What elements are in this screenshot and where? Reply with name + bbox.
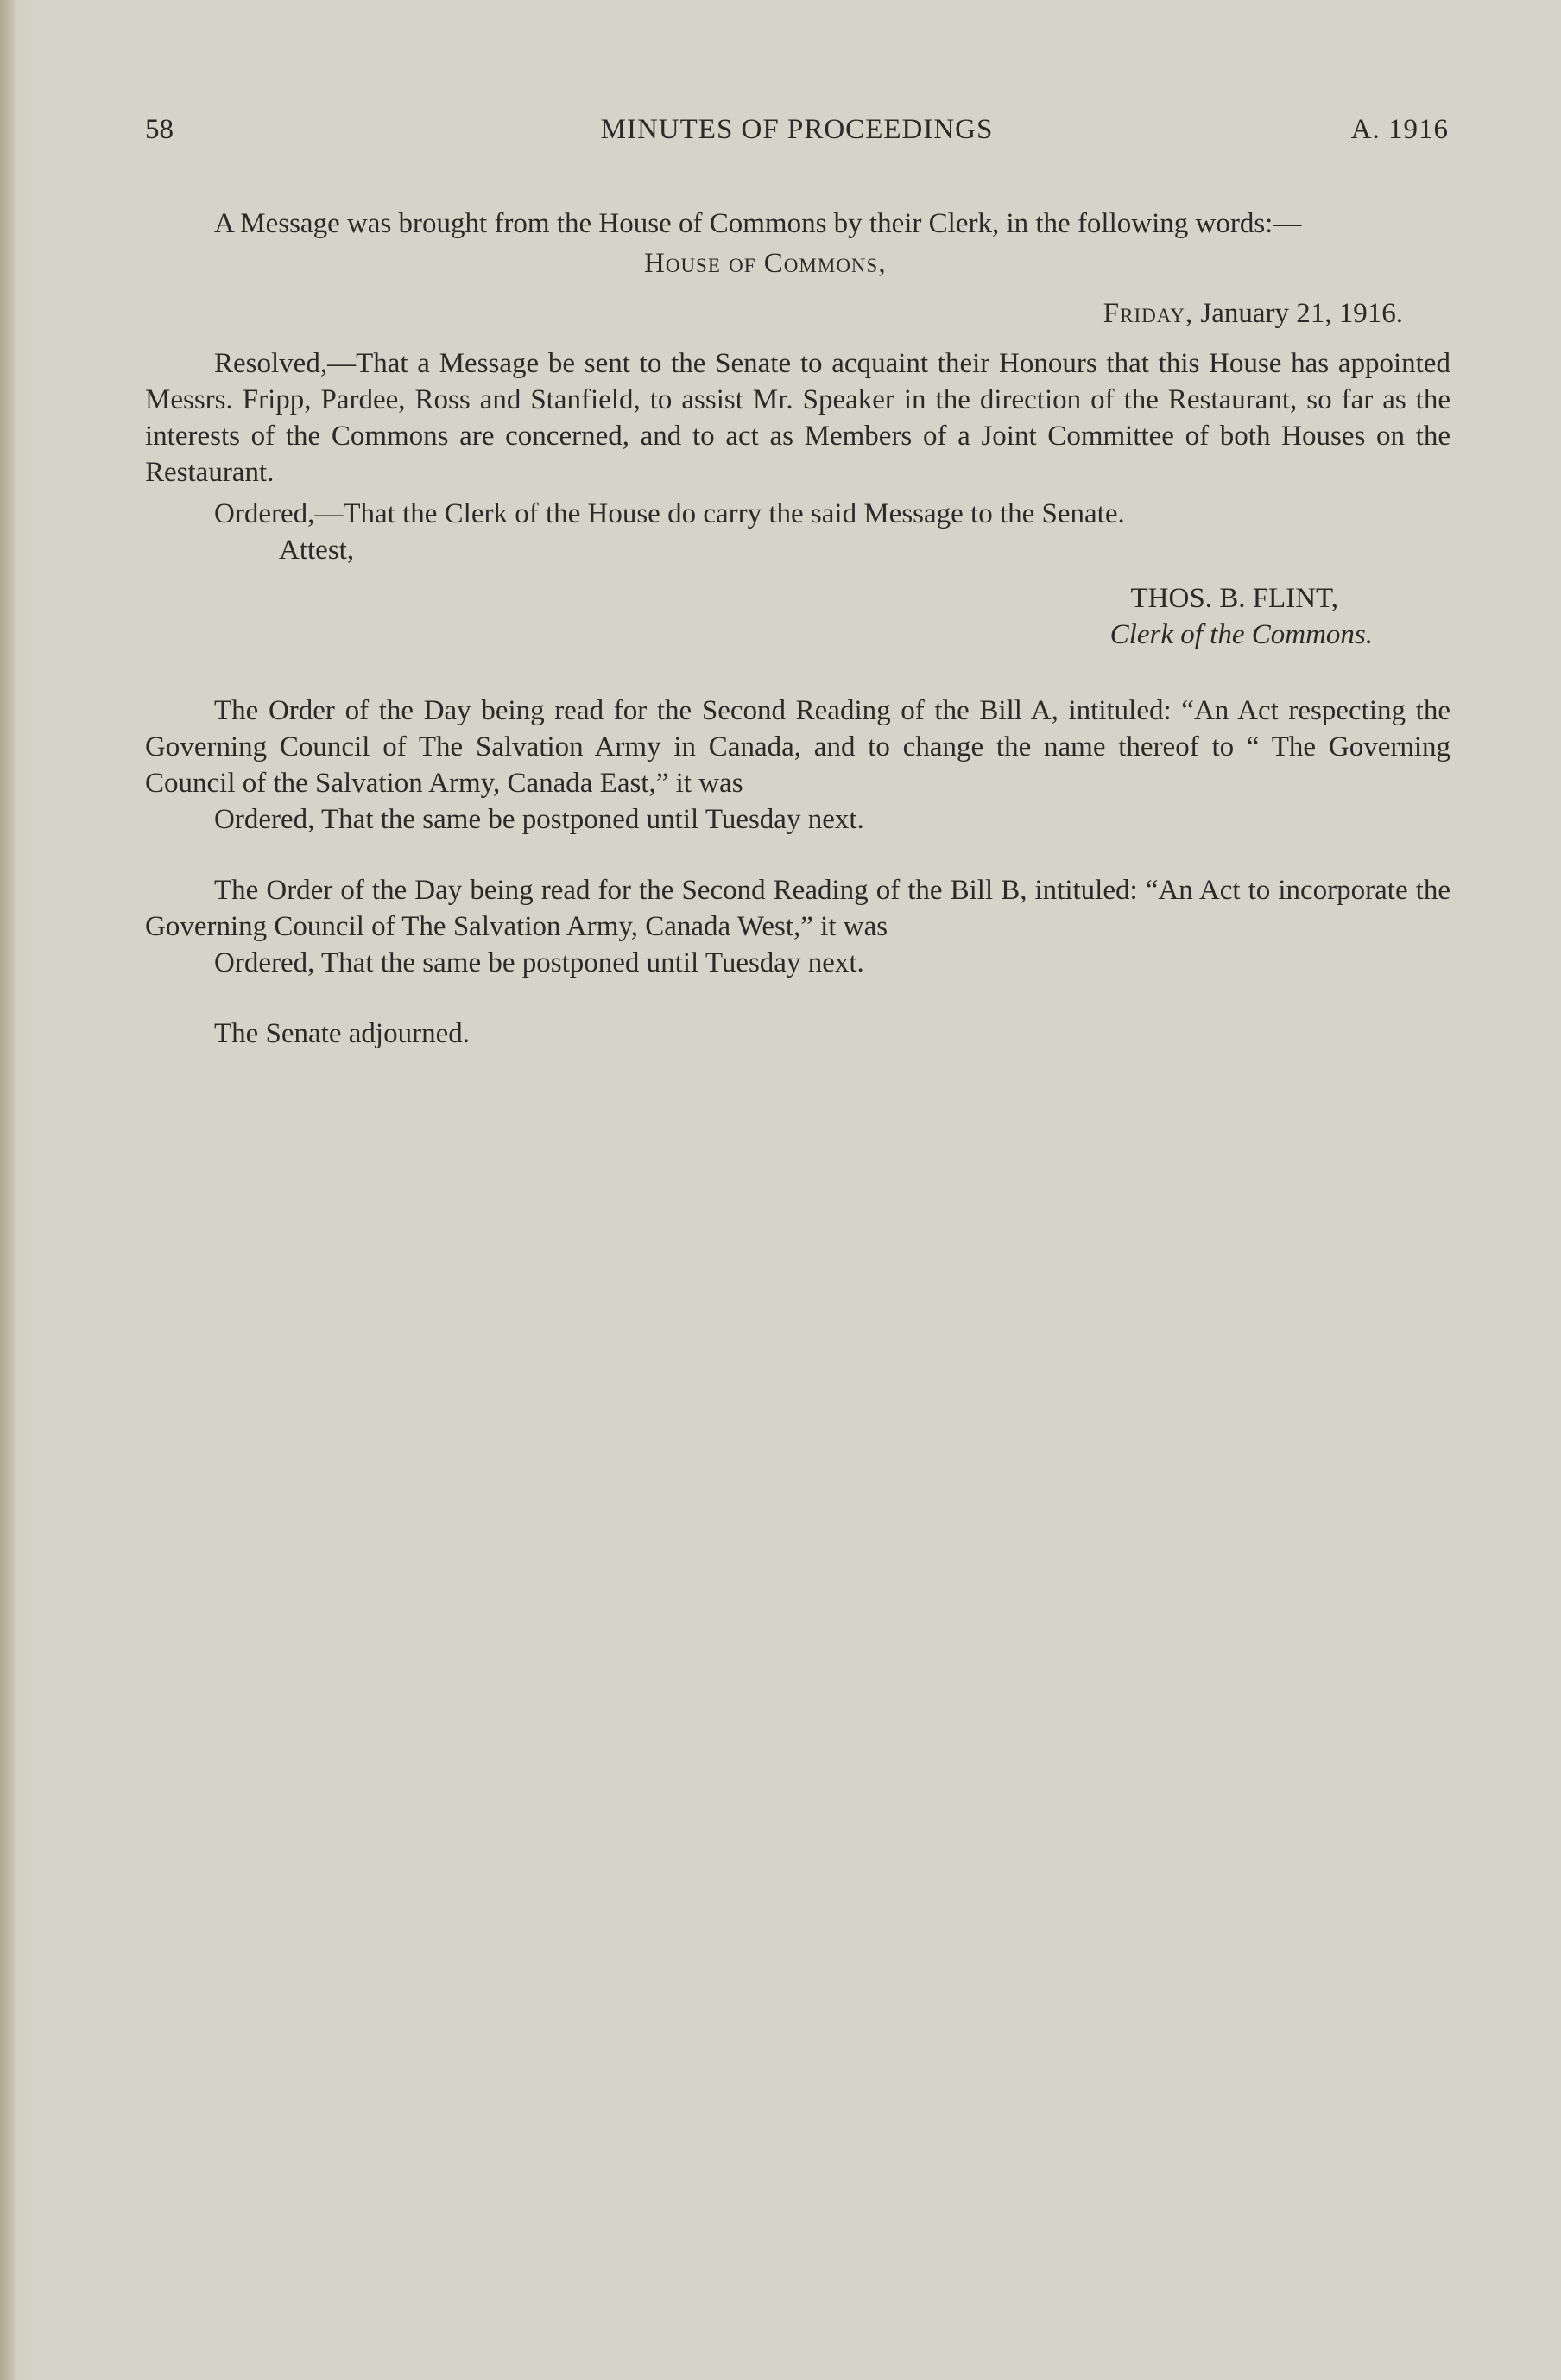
page-title: MINUTES OF PROCEEDINGS — [600, 114, 994, 145]
message-intro: A Message was brought from the House of Commons by their Clerk, in the following words:— — [214, 208, 1302, 239]
attest-line: Attest, — [279, 535, 355, 566]
bill-b-ordered: Ordered, That the same be postponed until Tuesday next. — [214, 947, 864, 978]
running-header — [145, 114, 1449, 157]
message-date-day: Friday, — [1103, 298, 1194, 329]
page-spine-edge — [0, 0, 14, 2380]
ordered-paragraph: Ordered,—That the Clerk of the House do carry the said Message to the Senate. — [214, 498, 1125, 529]
session-year: A. 1916 — [1350, 114, 1449, 145]
signatory-name: THOS. B. FLINT, — [1130, 583, 1338, 614]
bill-b-paragraph: The Order of the Day being read for the Second Reading of the Bill B, intituled: “An Act to incorporate the Governing Council of The Salvation Army, Canada West,” it was — [145, 875, 1450, 942]
page-body — [145, 206, 1450, 1052]
resolved-paragraph: Resolved,—That a Message be sent to the Senate to acquaint their Honours that this House has appointed Messrs. Fripp, Pardee, Ross and Stanfield, to assist Mr. Speaker in the direction of the Restaurant, so far as the interests of the Commons are concerned, and to act as Members of a Joint Committee of both Houses on the Restaurant. — [145, 348, 1450, 488]
message-date-rest: January 21, 1916. — [1200, 298, 1403, 329]
message-date — [145, 295, 1450, 332]
house-of-commons-heading: House of Commons, — [644, 248, 887, 279]
senate-adjourned: The Senate adjourned. — [214, 1018, 470, 1049]
signatory-title: Clerk of the Commons. — [1109, 619, 1373, 650]
page-number: 58 — [145, 114, 174, 145]
bill-a-ordered: Ordered, That the same be postponed until Tuesday next. — [214, 804, 864, 835]
bill-a-paragraph: The Order of the Day being read for the Second Reading of the Bill A, intituled: “An Act respecting the Governing Council of The Salvation Army in Canada, and to change the name thereof to “ The Governing Council of the Salvation Army, Canada East,” it was — [145, 695, 1450, 799]
